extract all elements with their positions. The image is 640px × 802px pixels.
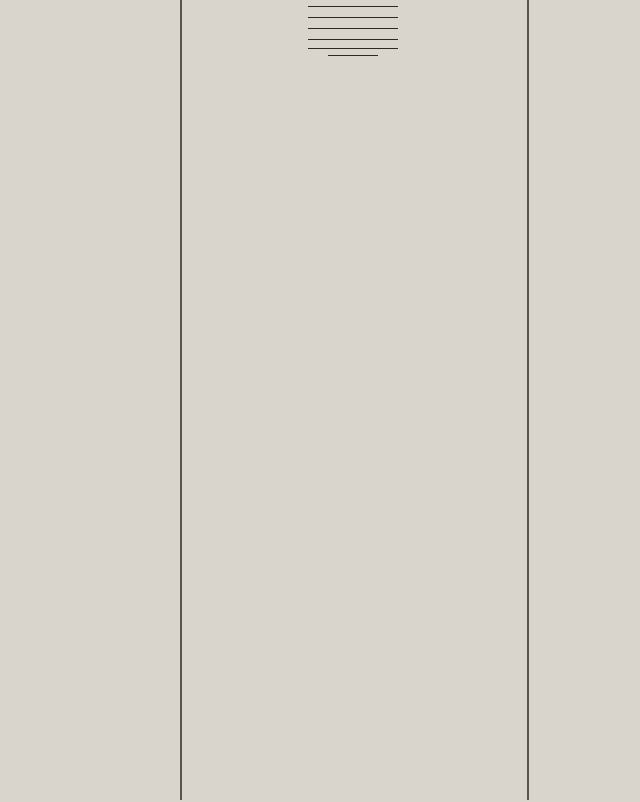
divider xyxy=(308,6,398,7)
dateline-bull-run xyxy=(188,96,518,112)
center-column xyxy=(188,0,518,800)
column-rule-left xyxy=(180,0,182,800)
divider xyxy=(308,17,398,18)
column-rule-right xyxy=(527,0,529,800)
divider xyxy=(308,39,398,40)
left-column xyxy=(0,0,172,802)
divider xyxy=(308,28,398,29)
intro-line xyxy=(188,80,518,96)
right-column xyxy=(538,0,640,800)
divider xyxy=(328,55,378,56)
dateline-philadelphia xyxy=(188,64,518,80)
divider xyxy=(308,48,398,49)
